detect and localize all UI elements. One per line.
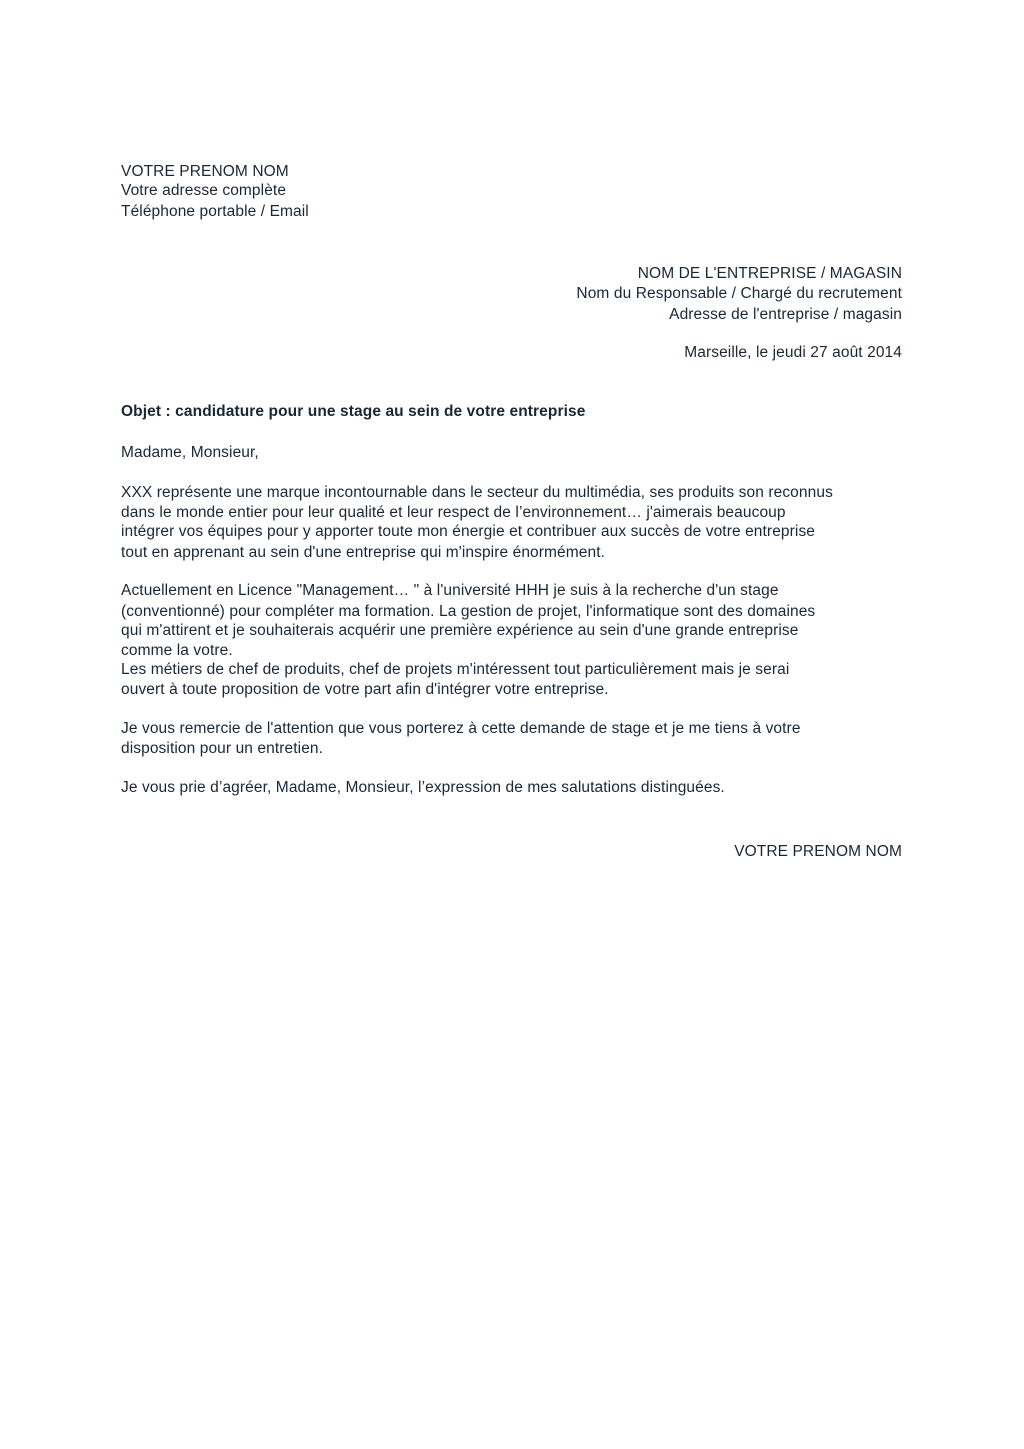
recipient-manager: Nom du Responsable / Chargé du recrutement (576, 285, 902, 302)
paragraph-2-line: Les métiers de chef de produits, chef de projets m'intéressent tout particulièrement mais je serai (121, 661, 790, 678)
paragraph-1-line: XXX représente une marque incontournable dans le secteur du multimédia, ses produits son reconnus (121, 484, 833, 501)
paragraph-1-line: dans le monde entier pour leur qualité et leur respect de l’environnement… j'aimerais beaucoup (121, 504, 786, 521)
subject-line: Objet : candidature pour une stage au sein de votre entreprise (121, 403, 586, 420)
salutation: Madame, Monsieur, (121, 444, 259, 461)
paragraph-3-line: Je vous remercie de l'attention que vous porterez à cette demande de stage et je me tiens à votre (121, 720, 801, 737)
recipient-address: Adresse de l'entreprise / magasin (669, 306, 902, 323)
date-line: Marseille, le jeudi 27 août 2014 (684, 344, 902, 361)
paragraph-4-line: Je vous prie d’agréer, Madame, Monsieur, l’expression de mes salutations distinguées. (121, 779, 725, 796)
recipient-company: NOM DE L'ENTREPRISE / MAGASIN (637, 265, 902, 282)
signature-name: VOTRE PRENOM NOM (734, 843, 902, 860)
paragraph-2-line: qui m'attirent et je souhaiterais acquérir une première expérience au sein d'une grande entreprise (121, 622, 799, 639)
paragraph-3-line: disposition pour un entretien. (121, 740, 324, 757)
paragraph-1-line: intégrer vos équipes pour y apporter toute mon énergie et contribuer aux succès de votre entreprise (121, 523, 816, 540)
paragraph-2-line: Actuellement en Licence "Management… " à l'université HHH je suis à la recherche d'un stage (121, 582, 779, 599)
paragraph-2-line: (conventionné) pour compléter ma formation. La gestion de projet, l'informatique sont des domaines (121, 603, 816, 620)
paragraph-1-line: tout en apprenant au sein d'une entreprise qui m'inspire énormément. (121, 544, 606, 561)
sender-name: VOTRE PRENOM NOM (121, 163, 289, 180)
paragraph-2-line: comme la votre. (121, 642, 233, 659)
sender-address: Votre adresse complète (121, 182, 287, 199)
sender-contact: Téléphone portable / Email (121, 203, 309, 220)
paragraph-2-line: ouvert à toute proposition de votre part afin d'intégrer votre entreprise. (121, 681, 609, 698)
